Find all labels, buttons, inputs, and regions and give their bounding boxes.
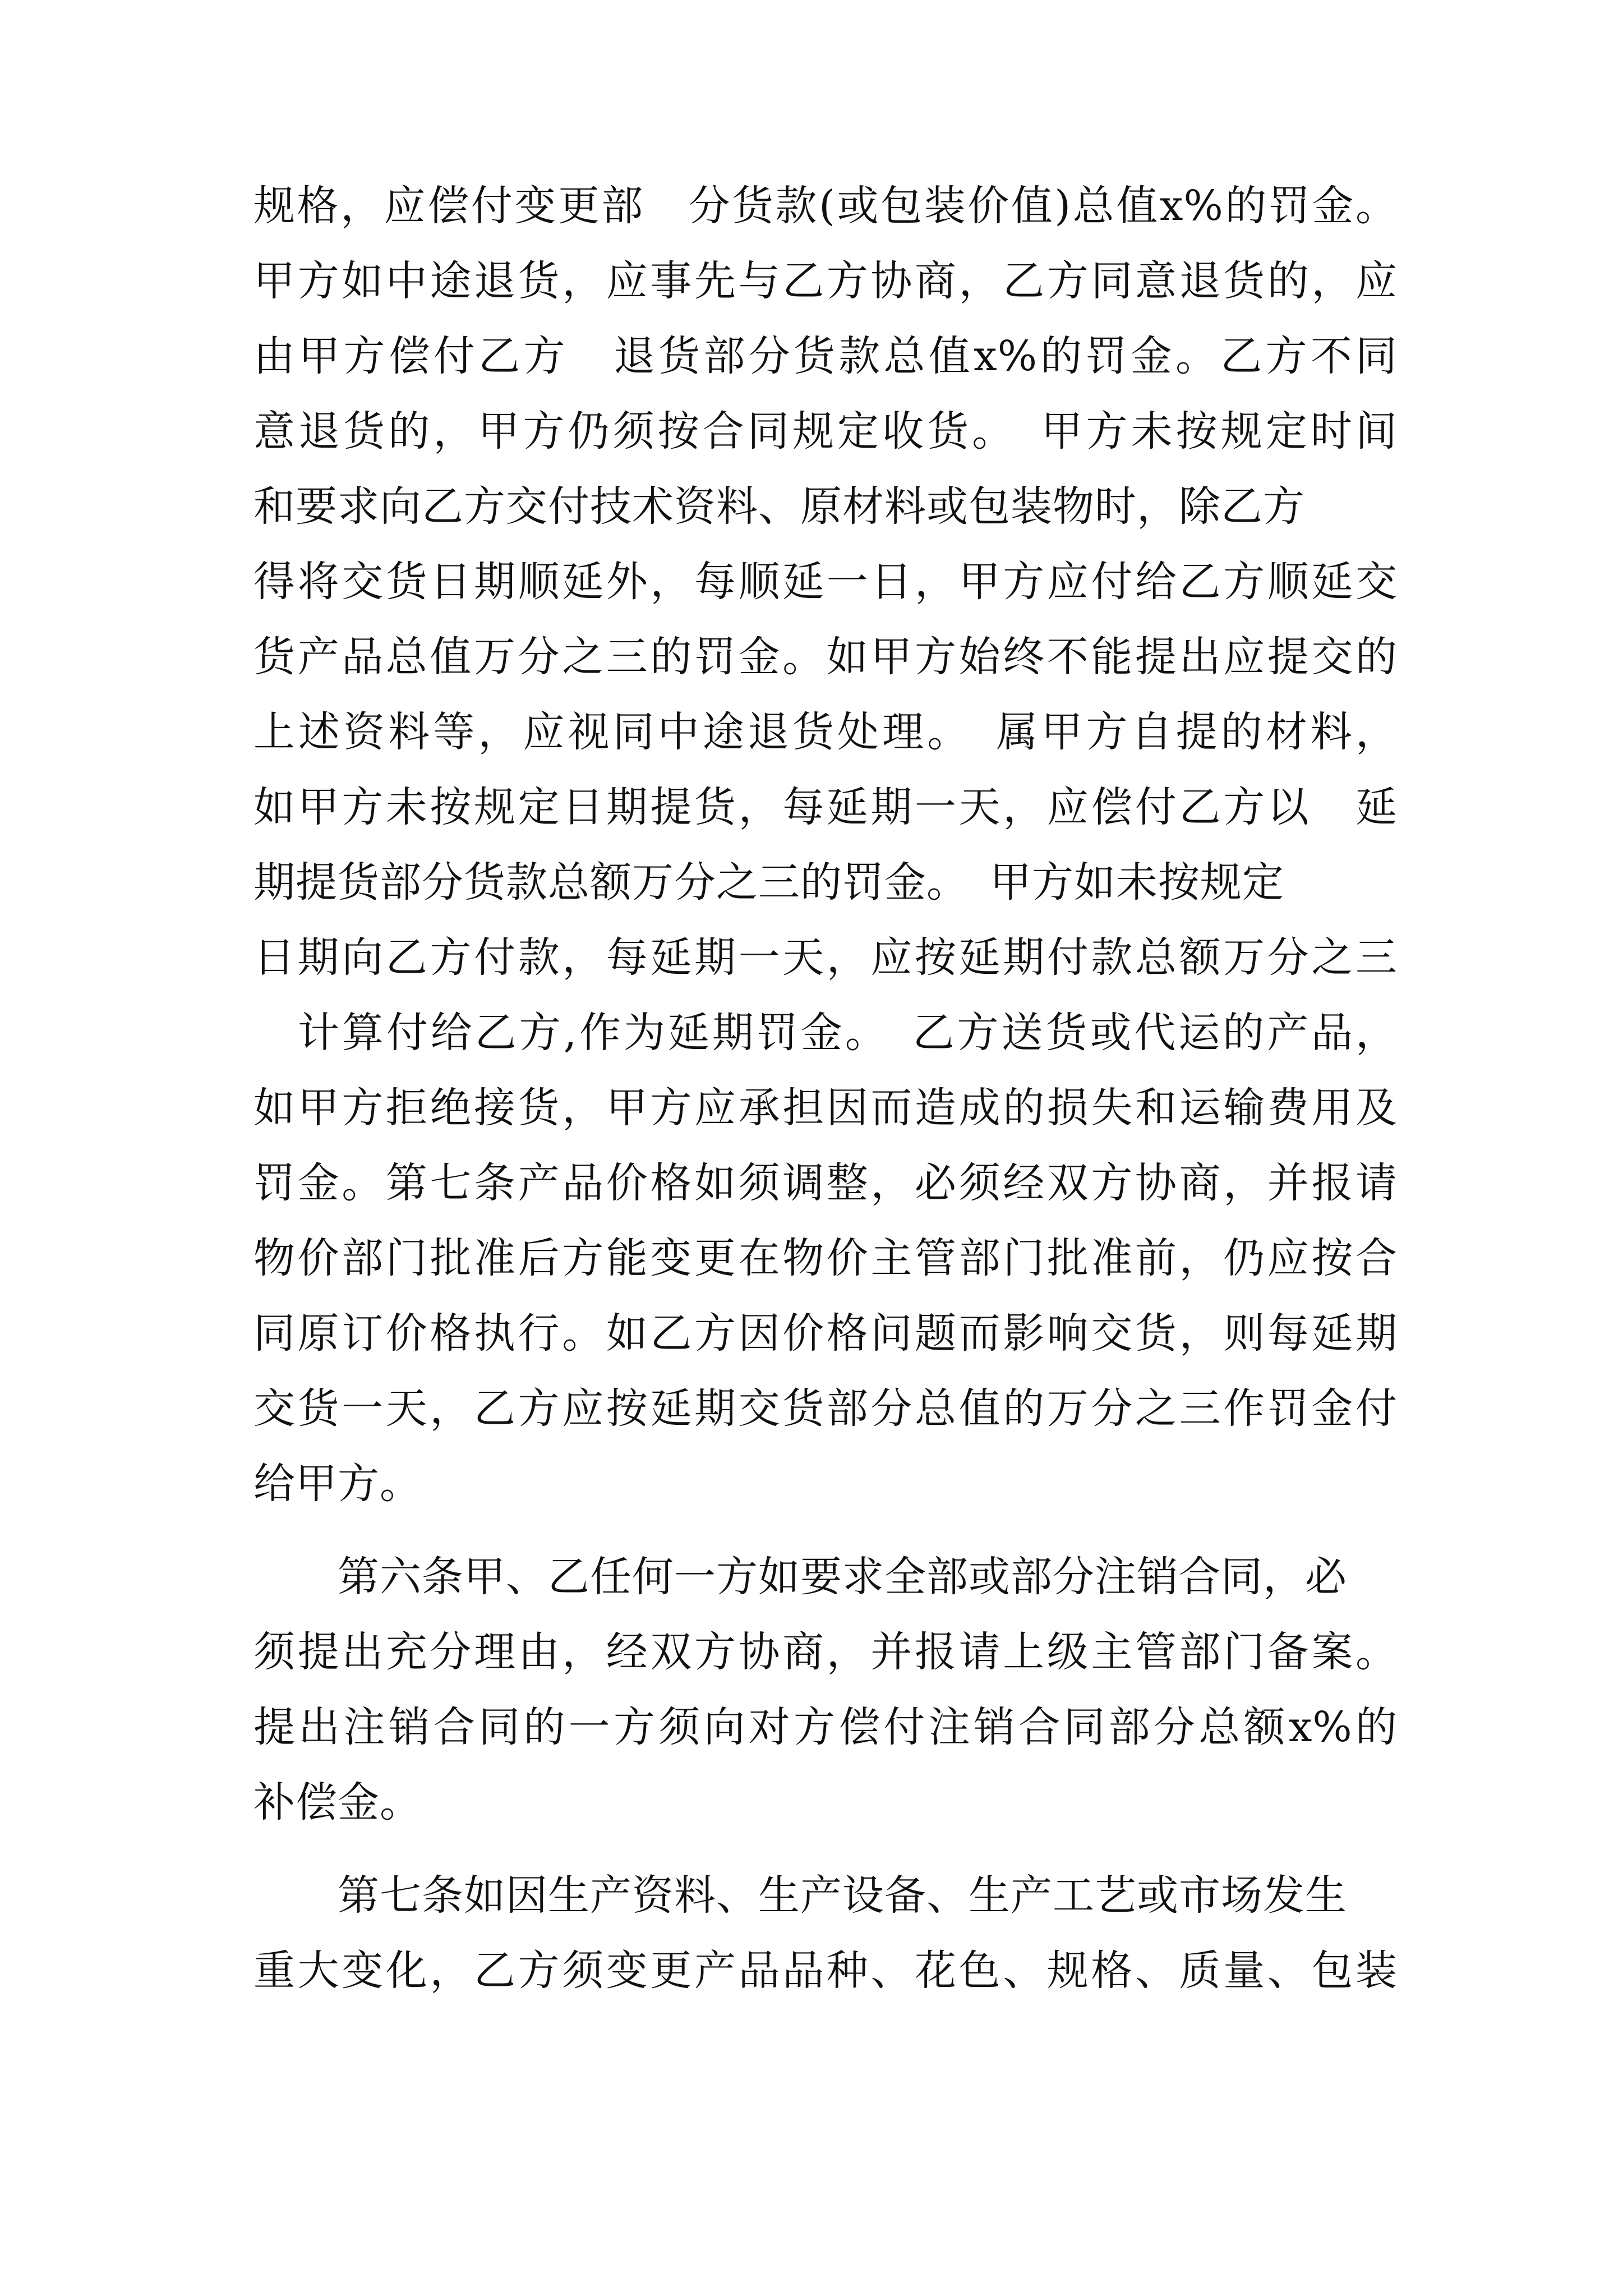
text-line: 如甲方未按规定日期提货，每延期一天，应偿付乙方以 延 [253,783,1398,831]
text-line: 第七条如因生产资料、生产设备、生产工艺或市场发生 [253,1871,1347,1920]
text-line: 计算付给乙方,作为延期罚金。 乙方送货或代运的产品， [253,1009,1398,1057]
text-line: 补偿金。 [253,1778,422,1826]
text-line: 由甲方偿付乙方 退货部分货款总值x%的罚金。乙方不同 [253,332,1398,380]
text-line: 提出注销合同的一方须向对方偿付注销合同部分总额x%的 [253,1703,1398,1751]
text-line: 给甲方。 [253,1460,422,1508]
text-line: 重大变化，乙方须变更产品品种、花色、规格、质量、包装 [253,1947,1398,1995]
paragraph-gap [253,1840,1398,1858]
text-line: 上述资料等，应视同中途退货处理。 属甲方自提的材料， [253,708,1398,756]
paragraph-gap [253,1521,1398,1539]
text-line: 意退货的，甲方仍须按合同规定收货。 甲方未按规定时间 [253,407,1398,455]
text-line: 和要求向乙方交付技术资料、原材料或包装物时，除乙方 [253,482,1305,531]
text-line: 罚金。第七条产品价格如须调整，必须经双方协商，并报请 [253,1159,1398,1207]
text-line: 日期向乙方付款，每延期一天，应按延期付款总额万分之三 [253,933,1398,982]
text-line: 货产品总值万分之三的罚金。如甲方始终不能提出应提交的 [253,633,1398,681]
document-body [253,168,1398,2008]
text-line: 须提出充分理由，经双方协商，并报请上级主管部门备案。 [253,1628,1398,1676]
text-line: 甲方如中途退货，应事先与乙方协商，乙方同意退货的，应 [253,257,1398,305]
text-line: 期提货部分货款总额万分之三的罚金。 甲方如未按规定 [253,858,1284,907]
text-line: 第六条甲、乙任何一方如要求全部或部分注销合同，必 [253,1553,1347,1601]
text-line: 如甲方拒绝接货，甲方应承担因而造成的损失和运输费用及 [253,1084,1398,1132]
text-line: 交货一天，乙方应按延期交货部分总值的万分之三作罚金付 [253,1384,1398,1433]
text-line: 物价部门批准后方能变更在物价主管部门批准前，仍应按合 [253,1234,1398,1282]
text-line: 规格，应偿付变更部 分货款(或包装价值)总值x%的罚金。 [253,182,1398,230]
text-line: 得将交货日期顺延外，每顺延一日，甲方应付给乙方顺延交 [253,558,1398,606]
text-line: 同原订价格执行。如乙方因价格问题而影响交货，则每延期 [253,1309,1398,1358]
